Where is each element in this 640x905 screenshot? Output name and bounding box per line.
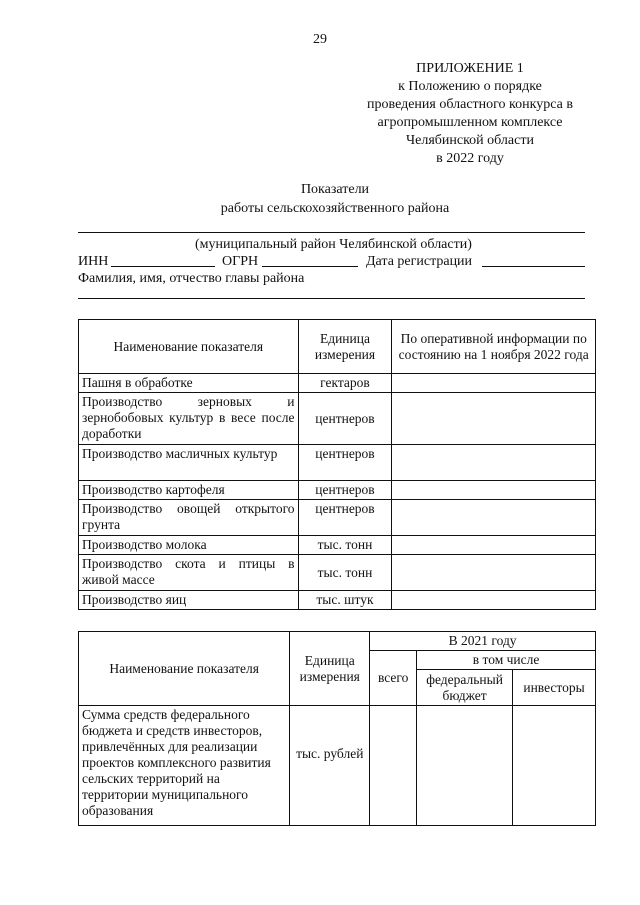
- inn-label: ИНН: [78, 254, 109, 269]
- row-value-cell[interactable]: [392, 591, 596, 610]
- row-name: Сумма средств федерального бюджета и средств инвесторов, привлечённых для реализации проектов комплексного развития сельских территорий на территории муниципального образования: [79, 706, 290, 826]
- row-name: Производство скота и птицы в живой массе: [79, 555, 299, 591]
- title-line-1: Показатели: [300, 182, 370, 197]
- row-name: Пашня в обработке: [79, 374, 299, 393]
- row-unit: центнеров: [298, 445, 392, 481]
- ogrn-field-line: [262, 266, 358, 267]
- table-row: [79, 591, 596, 610]
- row-name: Производство овощей открытого грунта: [79, 500, 299, 536]
- table-row: [79, 374, 596, 393]
- header-name: Наименование показателя: [79, 632, 290, 706]
- head-name-label: Фамилия, имя, отчество главы района: [78, 271, 305, 286]
- registration-date-label: Дата регистрации: [366, 254, 473, 269]
- row-name: Производство яиц: [79, 591, 299, 610]
- table-row: [79, 536, 596, 555]
- row-value-cell[interactable]: [392, 393, 596, 445]
- table-header-row: [79, 632, 596, 651]
- header-unit: Единица измерения: [290, 632, 370, 706]
- row-unit: гектаров: [298, 374, 392, 393]
- row-investors-cell[interactable]: [513, 706, 596, 826]
- row-name: Производство зерновых и зернобобовых культур в весе после доработки: [79, 393, 299, 445]
- row-total-cell[interactable]: [370, 706, 417, 826]
- row-unit: тыс. тонн: [298, 536, 392, 555]
- row-name: Производство масличных культур: [79, 445, 299, 481]
- row-value-cell[interactable]: [392, 536, 596, 555]
- municipality-caption: (муниципальный район Челябинской области): [195, 237, 472, 252]
- header-investors: инвесторы: [513, 670, 596, 706]
- table-row: [79, 393, 596, 445]
- header-including: в том числе: [417, 651, 596, 670]
- head-name-field-line: [78, 298, 585, 299]
- header-unit: Единица измерения: [298, 320, 392, 374]
- header-value: По оперативной информации по состоянию на 1 ноября 2022 года: [392, 320, 596, 374]
- inn-field-line: [111, 266, 215, 267]
- appendix-line: в 2022 году: [436, 151, 504, 166]
- appendix-title: ПРИЛОЖЕНИЕ 1: [416, 61, 524, 76]
- header-federal: федеральный бюджет: [417, 670, 513, 706]
- page-number: 29: [313, 32, 327, 47]
- document-title: [0, 180, 640, 218]
- row-federal-cell[interactable]: [417, 706, 513, 826]
- table-header-row: [79, 320, 596, 374]
- table-row: [79, 555, 596, 591]
- table-row: [79, 445, 596, 481]
- row-name: Производство молока: [79, 536, 299, 555]
- appendix-line: агропромышленном комплексе: [377, 115, 563, 130]
- row-unit: центнеров: [298, 393, 392, 445]
- row-unit: центнеров: [298, 481, 392, 500]
- header-total: всего: [370, 651, 417, 706]
- row-unit: центнеров: [298, 500, 392, 536]
- registration-date-field-line: [482, 266, 585, 267]
- appendix-block: [330, 60, 610, 168]
- row-value-cell[interactable]: [392, 555, 596, 591]
- row-name: Производство картофеля: [79, 481, 299, 500]
- header-name: Наименование показателя: [79, 320, 299, 374]
- table-row: [79, 706, 596, 826]
- title-line-2: работы сельскохозяйственного района: [220, 201, 450, 216]
- municipality-blank-line: [78, 232, 585, 233]
- appendix-line: проведения областного конкурса в: [367, 97, 573, 112]
- row-value-cell[interactable]: [392, 500, 596, 536]
- funding-table: [78, 631, 596, 826]
- table-row: [79, 481, 596, 500]
- row-value-cell[interactable]: [392, 481, 596, 500]
- header-year: В 2021 году: [370, 632, 596, 651]
- table-row: [79, 500, 596, 536]
- row-unit: тыс. штук: [298, 591, 392, 610]
- indicators-table: [78, 319, 596, 610]
- row-unit: тыс. рублей: [290, 706, 370, 826]
- row-value-cell[interactable]: [392, 374, 596, 393]
- row-unit: тыс. тонн: [298, 555, 392, 591]
- appendix-line: к Положению о порядке: [398, 79, 542, 94]
- appendix-line: Челябинской области: [406, 133, 534, 148]
- row-value-cell[interactable]: [392, 445, 596, 481]
- ogrn-label: ОГРН: [222, 254, 259, 269]
